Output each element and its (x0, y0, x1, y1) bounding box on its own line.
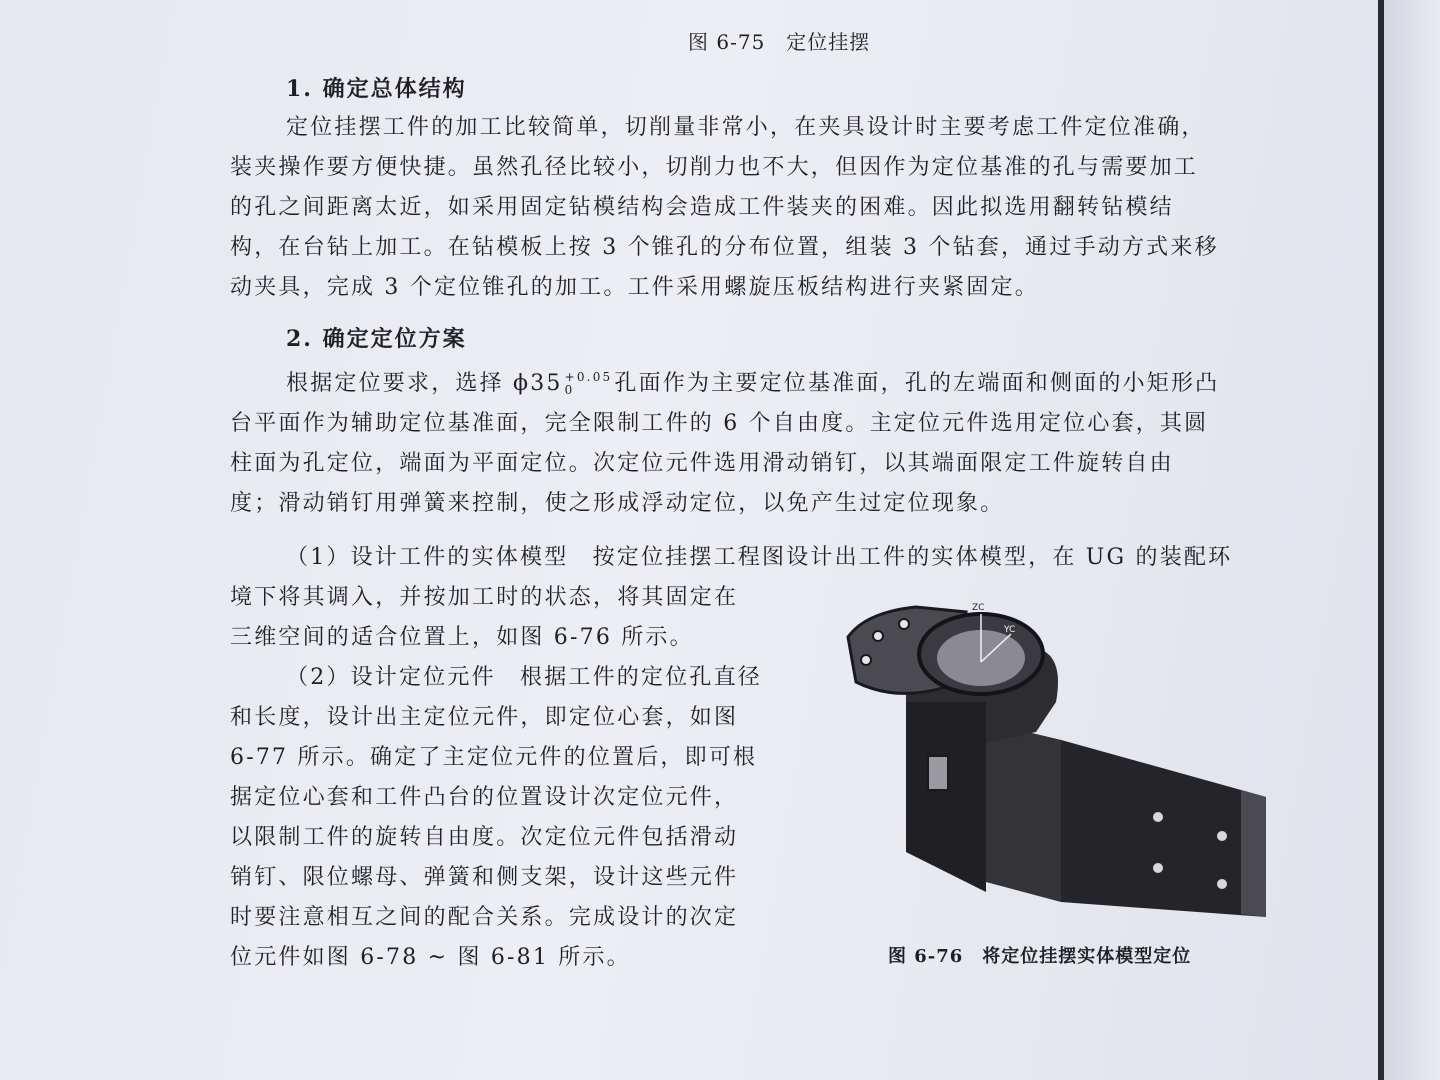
page-edge-strip (1384, 0, 1440, 1080)
text-fragment: 根据定位要求，选择 ϕ35 (286, 371, 563, 396)
section-1-heading: 1. 确定总体结构 (286, 76, 467, 102)
tolerance-upper: +0.05 (564, 370, 613, 384)
text-line: 三维空间的适合位置上，如图 6-76 所示。 (230, 625, 694, 650)
arm-hole (1153, 863, 1163, 873)
text-line: （1）设计工件的实体模型 按定位挂摆工程图设计出工件的实体模型，在 UG 的装配环 (286, 545, 1233, 570)
text-line: 6-77 所示。确定了主定位元件的位置后，即可根 (230, 745, 758, 770)
text-line: 的孔之间距离太近，如采用固定钻模结构会造成工件装夹的困难。因此拟选用翻转钻模结 (230, 195, 1174, 220)
item-2-paragraph (230, 658, 762, 978)
side-boss (928, 756, 948, 790)
text-line: 台平面作为辅助定位基准面，完全限制工件的 6 个自由度。主定位元件选用定位心套，其圆 (230, 411, 1209, 436)
section-1-paragraph (230, 108, 1219, 308)
tolerance-lower: 0 (564, 383, 575, 397)
flange-hole (861, 655, 871, 665)
text-line: 构，在台钻上加工。在钻模板上按 3 个锥孔的分布位置，组装 3 个钻套，通过手动方式来移 (230, 235, 1219, 260)
arm-hole (1217, 879, 1227, 889)
section-2-paragraph (230, 364, 1220, 524)
text-line: 和长度，设计出主定位元件，即定位心套，如图 (230, 705, 739, 730)
text-line: 以限制工件的旋转自由度。次定位元件包括滑动 (230, 825, 739, 850)
flange-hole (873, 631, 883, 641)
text-line: 柱面为孔定位，端面为平面定位。次定位元件选用滑动销钉，以其端面限定工件旋转自由 (230, 451, 1174, 476)
y-axis-label: YC (1004, 625, 1016, 635)
arm-side-face (986, 722, 1061, 902)
arm-front-face (1061, 740, 1266, 917)
tolerance-stack (565, 371, 613, 397)
text-line: 度；滑动销钉用弹簧来控制，使之形成浮动定位，以免产生过定位现象。 (230, 491, 1005, 516)
text-line: 装夹操作要方便快捷。虽然孔径比较小，切削力也不大，但因作为定位基准的孔与需要加工 (230, 155, 1199, 180)
text-line: （2）设计定位元件 根据工件的定位孔直径 (286, 665, 762, 690)
text-line: 位元件如图 6-78 ~ 图 6-81 所示。 (230, 945, 631, 970)
figure-caption-6-75: 图 6-75 定位挂摆 (688, 30, 871, 54)
section-2-heading: 2. 确定定位方案 (286, 326, 467, 352)
figure-caption-6-76: 图 6-76 将定位挂摆实体模型定位 (888, 946, 1192, 967)
arm-hole (1217, 831, 1227, 841)
flange-hole (899, 619, 909, 629)
hub-side-block (906, 702, 986, 892)
part-3d-model-figure (836, 592, 1286, 932)
text-line: 时要注意相互之间的配合关系。完成设计的次定 (230, 905, 739, 930)
arm-hole (1153, 812, 1163, 822)
text-fragment: 孔面作为主要定位基准面，孔的左端面和侧面的小矩形凸 (614, 371, 1220, 396)
text-line: 境下将其调入，并按加工时的状态，将其固定在 (230, 585, 739, 610)
text-line: 动夹具，完成 3 个定位锥孔的加工。工件采用螺旋压板结构进行夹紧固定。 (230, 275, 1039, 300)
text-line: 据定位心套和工件凸台的位置设计次定位元件， (230, 785, 739, 810)
arm-end-face (1241, 790, 1266, 917)
text-line (286, 364, 1219, 404)
text-line: 定位挂摆工件的加工比较简单，切削量非常小，在夹具设计时主要考虑工件定位准确， (286, 115, 1206, 140)
z-axis-label: ZC (972, 603, 985, 613)
text-line: 销钉、限位螺母、弹簧和侧支架，设计这些元件 (230, 865, 739, 890)
